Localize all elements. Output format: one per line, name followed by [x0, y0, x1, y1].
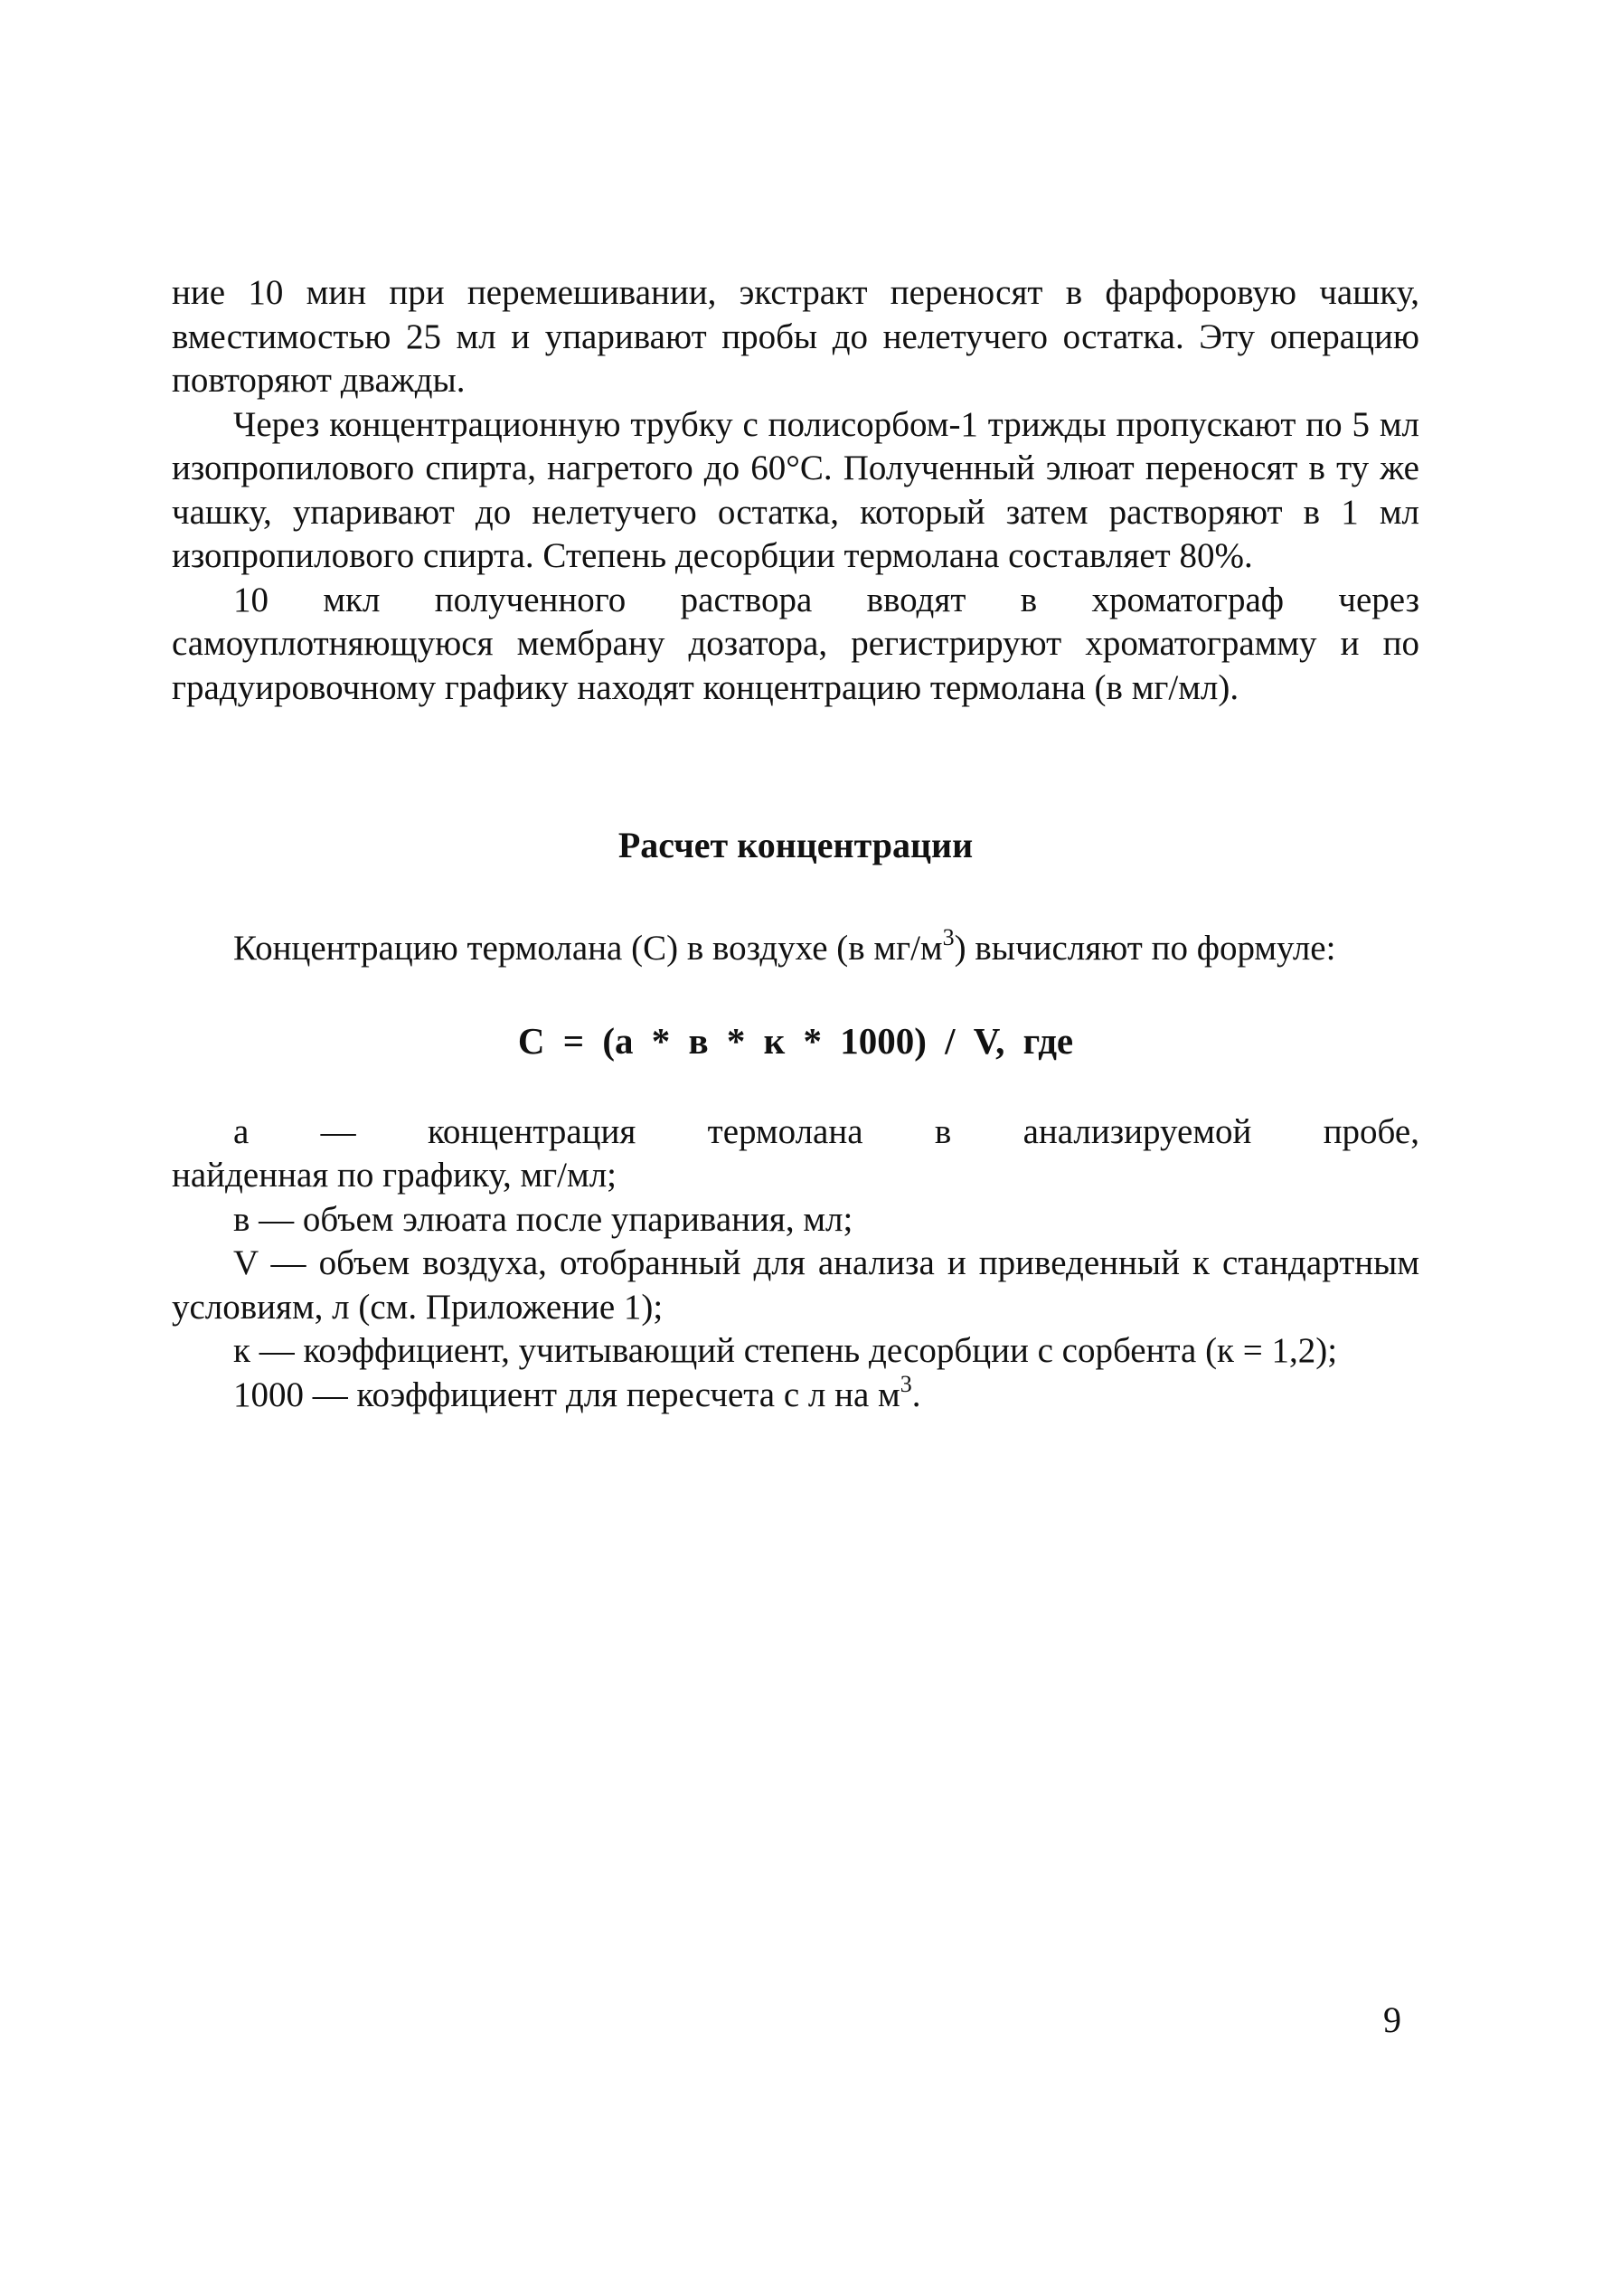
formula-legend [172, 1110, 1419, 1418]
section-heading: Расчет концентрации [617, 825, 974, 865]
formula-lead-paragraph [172, 924, 1419, 971]
document-page [172, 271, 1419, 1417]
paragraph-extraction: ние 10 мин при перемешивании, экстракт переносят в фарфоровую чашку, вместимостью 25 мл и упаривают пробы до нелетучего остатка. Эту операцию повторяют дважды. [172, 273, 1419, 400]
legend-word: термолана [707, 1111, 863, 1151]
legend-k: к — коэффициент, учитывающий степень десорбции с сорбента (к = 1,2); [233, 1331, 1338, 1370]
legend-1000 [172, 1370, 1419, 1418]
legend-word: а [233, 1111, 250, 1151]
cubic-superscript: 3 [900, 1370, 912, 1397]
cubic-superscript: 3 [942, 924, 955, 950]
legend-word: — [320, 1111, 356, 1151]
legend-word: пробе, [1323, 1111, 1419, 1151]
paragraph-elution: Через концентрационную трубку с полисорбом-1 трижды пропускают по 5 мл изопропилового спирта, нагретого до 60°С. Полученный элюат переносят в ту же чашку, упаривают до нелетучего остатка, который затем растворяют в 1 мл изопропилового спирта. Степень десорбции термолана составляет 80%. [172, 404, 1419, 575]
legend-word: концентрация [427, 1111, 636, 1151]
legend-a-second-line: найденная по графику, мг/мл; [172, 1156, 617, 1195]
formula-lead-text: Концентрацию термолана (С) в воздухе (в мг/м [233, 929, 943, 968]
legend-1000-end: . [911, 1375, 921, 1414]
legend-word: анализируемой [1022, 1111, 1252, 1151]
concentration-formula: С = (а * в * к * 1000) / V, где [517, 1019, 1074, 1062]
page-number: 9 [1383, 1999, 1401, 2040]
paragraph-chromatography: 10 мкл полученного раствора вводят в хроматограф через самоуплотняющуюся мембрану дозатора, регистрируют хроматограмму и по градуировочному графику находят концентрацию термолана (в мг/мл). [172, 580, 1419, 707]
legend-word: в [934, 1111, 952, 1151]
legend-a-first-line [172, 1110, 1419, 1155]
legend-volume: V — объем воздуха, отобранный для анализа и приведенный к стандартным условиям, л (см. Приложение 1); [172, 1243, 1419, 1327]
legend-1000-text: 1000 — коэффициент для пересчета с л на м [233, 1375, 900, 1414]
legend-v: в — объем элюата после упаривания, мл; [233, 1199, 853, 1239]
formula-lead-text-end: ) вычисляют по формуле: [954, 929, 1336, 968]
